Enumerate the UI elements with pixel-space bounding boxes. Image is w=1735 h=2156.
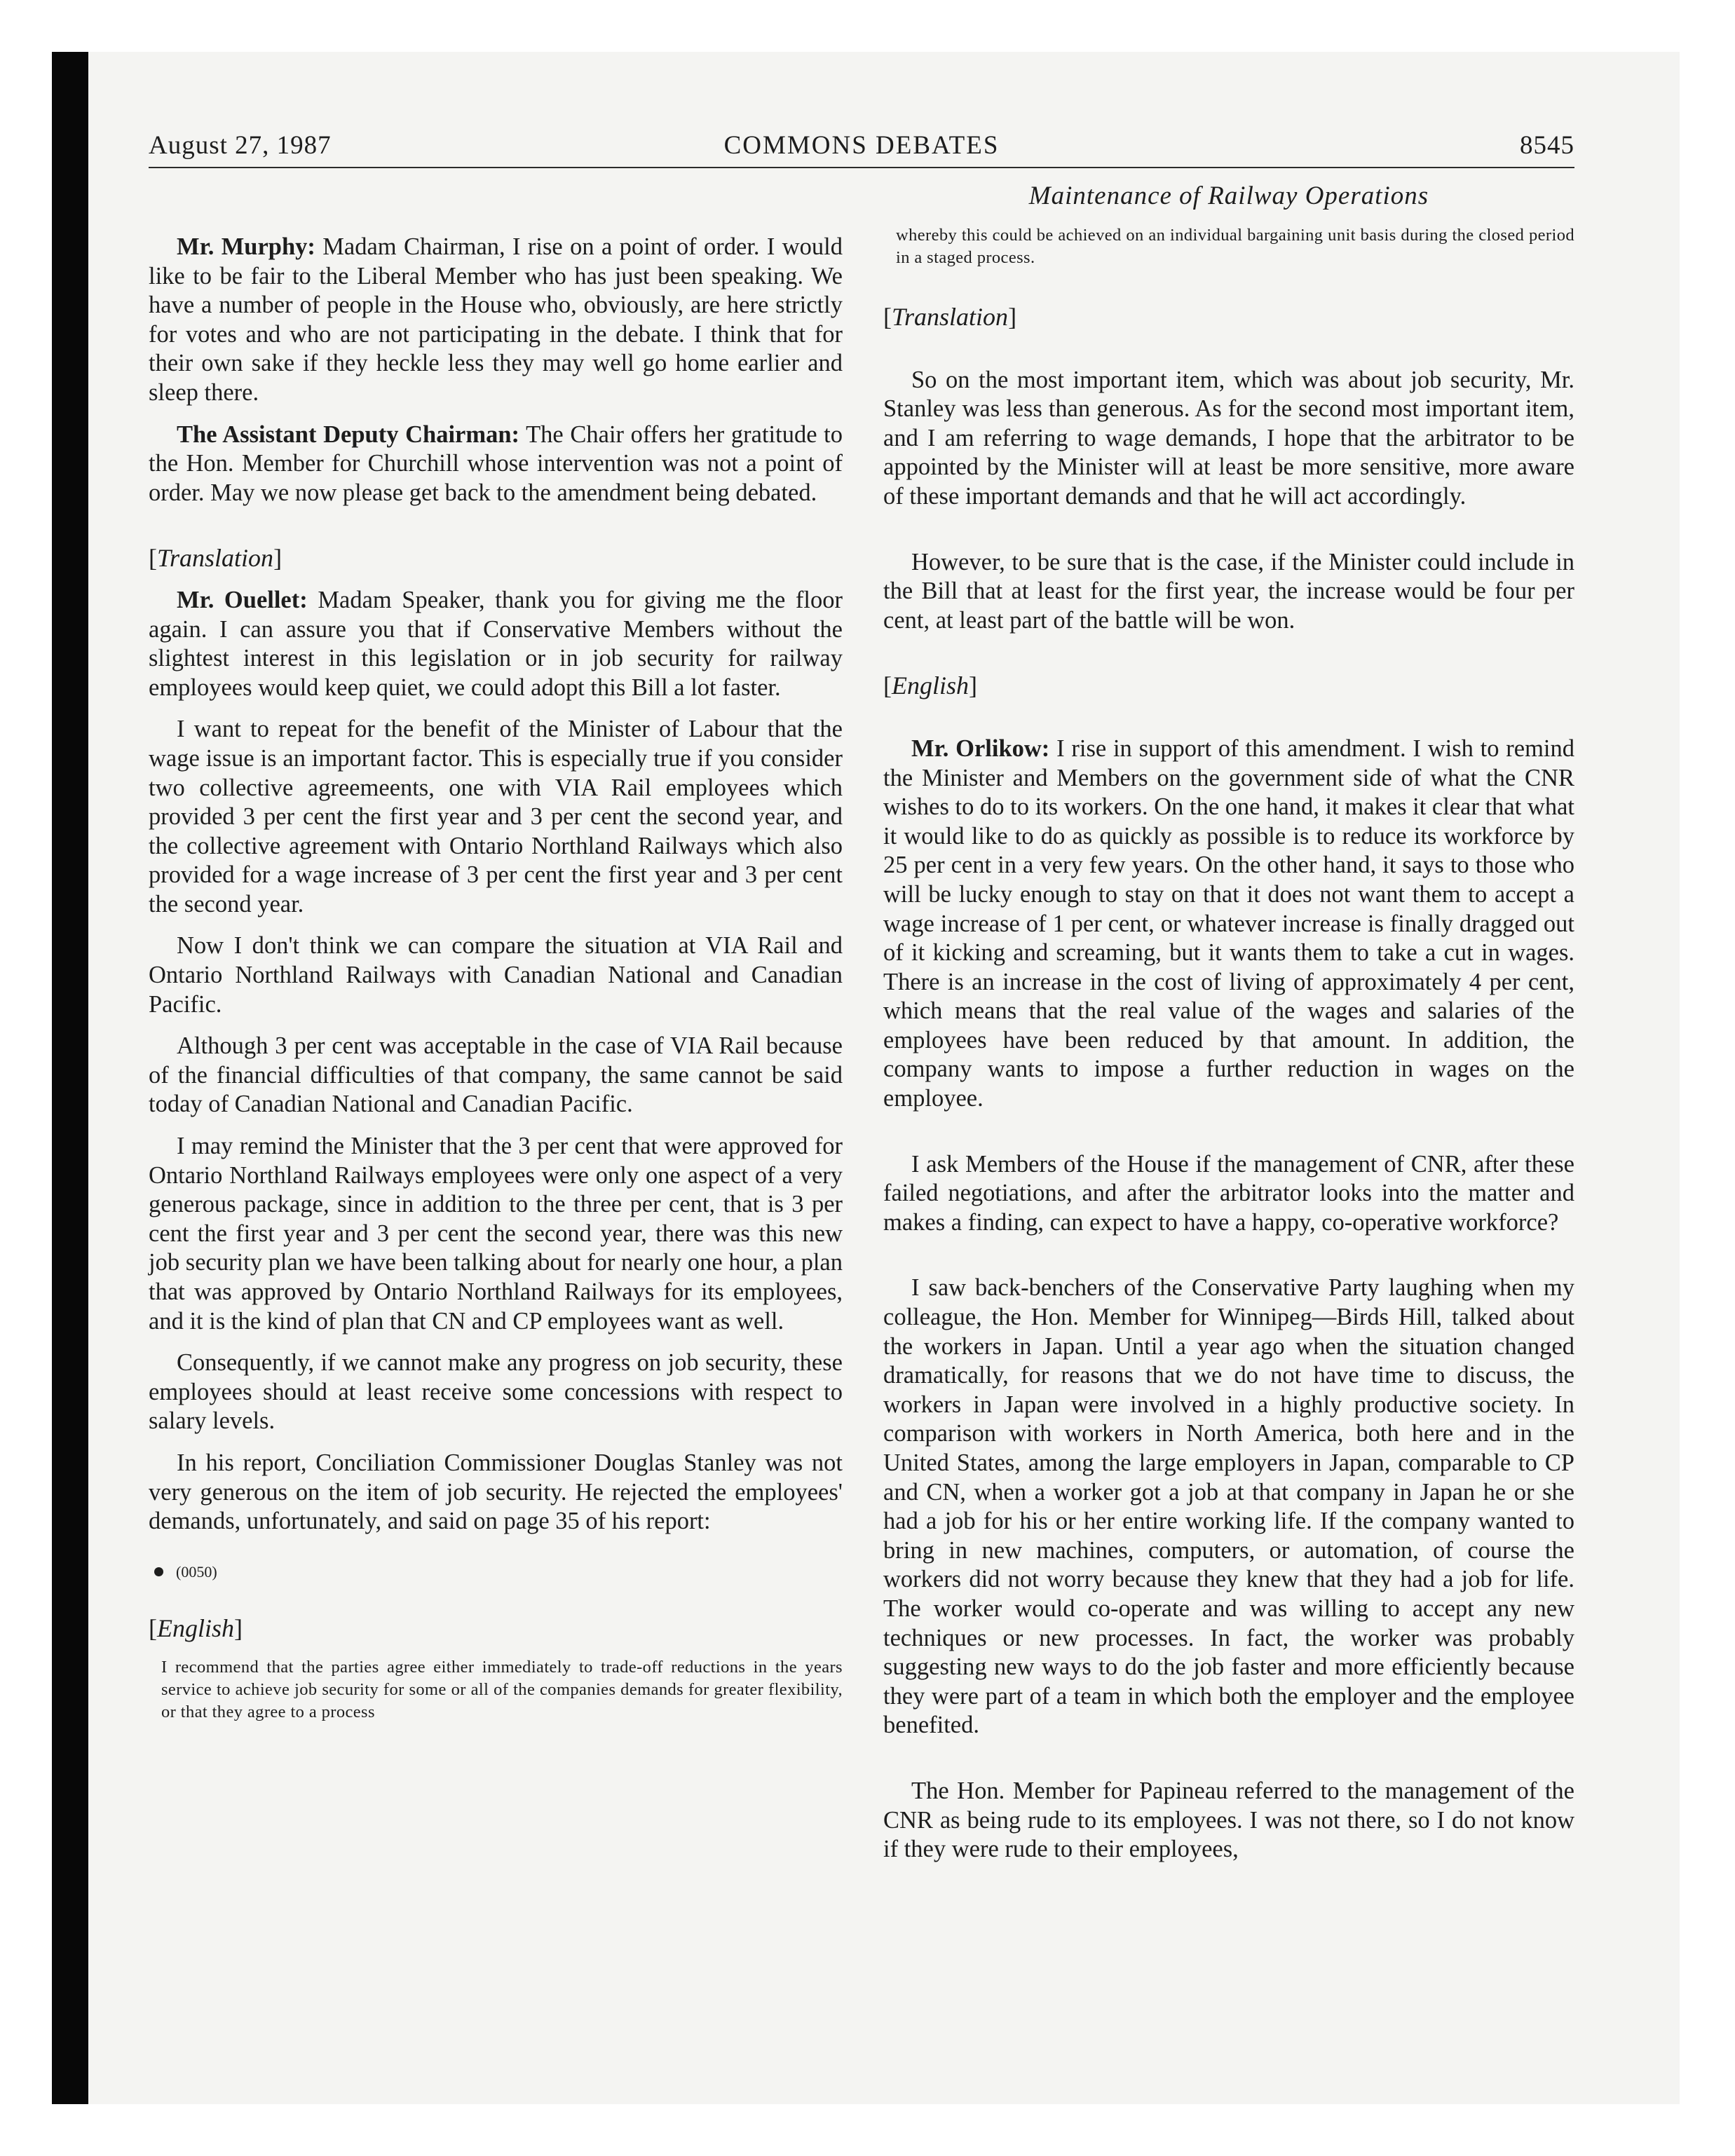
english-label: English [892, 671, 969, 700]
speech-text: Madam Speaker, thank you for giving me the floor again. I can assure you that if Conservative Members without the slightest interest in this legislation or in job security for railway employees would keep quiet, we could adopt this Bill a lot faster. [149, 586, 843, 701]
speech-text: Madam Chairman, I rise on a point of order. I would like to be fair to the Liberal Member who has just been speaking. We have a number of people in the House who, obviously, are here strictly for votes and who are not participating in the debate. I think that for their own sake if they heckle less they may well go home earlier and sleep there. [149, 233, 843, 406]
paragraph [149, 421, 843, 508]
paragraph: So on the most important item, which was about job security, Mr. Stanley was less than generous. As for the second most important item, and I am referring to wage demands, I hope that the arbitrator to be appointed by the Minister will at least be more sensitive, more aware of these important demands and that he will act accordingly. [883, 366, 1574, 510]
time-marker [154, 1557, 843, 1587]
paragraph [149, 233, 843, 408]
paragraph: The Hon. Member for Papineau referred to the management of the CNR as being rude to its employees. I was not there, so I do not know if they were rude to their employees, [883, 1777, 1574, 1863]
english-label: English [157, 1614, 235, 1643]
left-column [149, 233, 843, 1746]
report-quote-continued: whereby this could be achieved on an individual bargaining unit basis during the closed period in a staged process. [896, 226, 1574, 267]
english-heading: [English] [883, 671, 978, 700]
speaker-name: Mr. Orlikow: [911, 735, 1050, 762]
paragraph: In his report, Conciliation Commissioner Douglas Stanley was not very generous on the item of job security. He rejected the employees' demands, unfortunately, and said on page 35 of his report: [149, 1449, 843, 1535]
publication-title: COMMONS DEBATES [723, 131, 1000, 160]
page-number: 8545 [1520, 131, 1574, 160]
paragraph: I may remind the Minister that the 3 per cent that were approved for Ontario Northland Railways employees were only one aspect of a very generous package, since in addition to the three per cent, that is 3 per cent the first year and 3 per cent the second year, there was this new job security plan we have been talking about for nearly one hour, a plan that was approved by Ontario Northland Railways for its employees, and it is the kind of plan that CN and CP employees want as well. [149, 1133, 843, 1335]
page-header [149, 130, 1574, 170]
running-head: Maintenance of Railway Operations [1028, 182, 1429, 210]
translation-heading: [Translation] [883, 303, 1017, 331]
right-column [883, 224, 1574, 1877]
paragraph: Although 3 per cent was acceptable in the case of VIA Rail because of the financial difficulties of that company, the same cannot be said today of Canadian National and Canadian Pacific. [149, 1032, 843, 1118]
speaker-name: Mr. Ouellet: [177, 586, 308, 613]
english-heading: [English] [149, 1614, 243, 1643]
translation-label: Translation [157, 544, 274, 573]
translation-heading: [Translation] [149, 544, 283, 573]
paragraph [149, 586, 843, 702]
header-rule [149, 167, 1574, 168]
speaker-name: The Assistant Deputy Chairman: [177, 421, 520, 448]
paragraph: However, to be sure that is the case, if the Minister could include in the Bill that at least for the first year, the increase would be four per cent, at least part of the battle will be won. [883, 548, 1574, 634]
paragraph: Now I don't think we can compare the situation at VIA Rail and Ontario Northland Railways with Canadian National and Canadian Pacific. [149, 932, 843, 1018]
bullet-icon [154, 1567, 163, 1576]
speech-text: I rise in support of this amendment. I wish to remind the Minister and Members on the government side of what the CNR wishes to do to its workers. On the one hand, it makes it clear that what it would like to do as quickly as possible is to reduce its workforce by 25 per cent in a very few years. On the other hand, it says to those who will be lucky enough to stay on that it does not want them to accept a wage increase of 1 per cent, or whatever increase is finally dragged out of it kicking and screaming, but it wants them to take a cut in wages. There is an increase in the cost of living of approximately 4 per cent, which means that the real value of the wages and salaries of the employees have been reduced by that amount. In addition, the company wants to impose a further reduction in wages on the employee. [883, 735, 1575, 1112]
paragraph: I saw back-benchers of the Conservative Party laughing when my colleague, the Hon. Member for Winnipeg—Birds Hill, talked about the workers in Japan. Until a year ago when the situation changed dramatically, for reasons that we do not have time to discuss, the workers in Japan were involved in a highly productive society. In comparison with workers in North America, both here and in the United States, among the large employers in Japan, comparable to CP and CN, when a worker got a job at that company in Japan he or she had a job for his or her entire working life. If the company wanted to bring in new machines, computers, or automation, of course the workers did not worry because they knew that they had a job for life. The worker would co-operate and was willing to accept any new techniques or new processes. In fact, the worker was probably suggesting new ways to do the job faster and more efficiently because they were part of a team in which both the employer and the employee benefited. [883, 1274, 1574, 1739]
scan-edge [52, 52, 88, 2104]
paragraph: I want to repeat for the benefit of the Minister of Labour that the wage issue is an important factor. This is especially true if you consider two collective agreemeents, one with VIA Rail employees which provided 3 per cent the first year and 3 per cent the second year, and the collective agreement with Ontario Northland Railways which also provided for a wage increase of 3 per cent the first year and 3 per cent the second year. [149, 716, 843, 917]
translation-label: Translation [892, 303, 1009, 331]
speech-text: The Chair offers her gratitude to the Hon. Member for Churchill whose intervention was not a point of order. May we now please get back to the amendment being debated. [149, 421, 843, 506]
header-date: August 27, 1987 [149, 131, 332, 160]
time-marker-text: (0050) [176, 1562, 217, 1581]
report-quote: I recommend that the parties agree either immediately to trade-off reductions in the years service to achieve job security for some or all of the companies demands for greater flexibility, or that they agree to a process [161, 1657, 843, 1721]
paragraph [883, 735, 1574, 1114]
speaker-name: Mr. Murphy: [177, 233, 315, 260]
paragraph: Consequently, if we cannot make any progress on job security, these employees should at least receive some concessions with respect to salary levels. [149, 1349, 843, 1435]
paragraph: I ask Members of the House if the management of CNR, after these failed negotiations, and after the arbitrator looks into the matter and makes a finding, can expect to have a happy, co-operative workforce? [883, 1150, 1574, 1236]
